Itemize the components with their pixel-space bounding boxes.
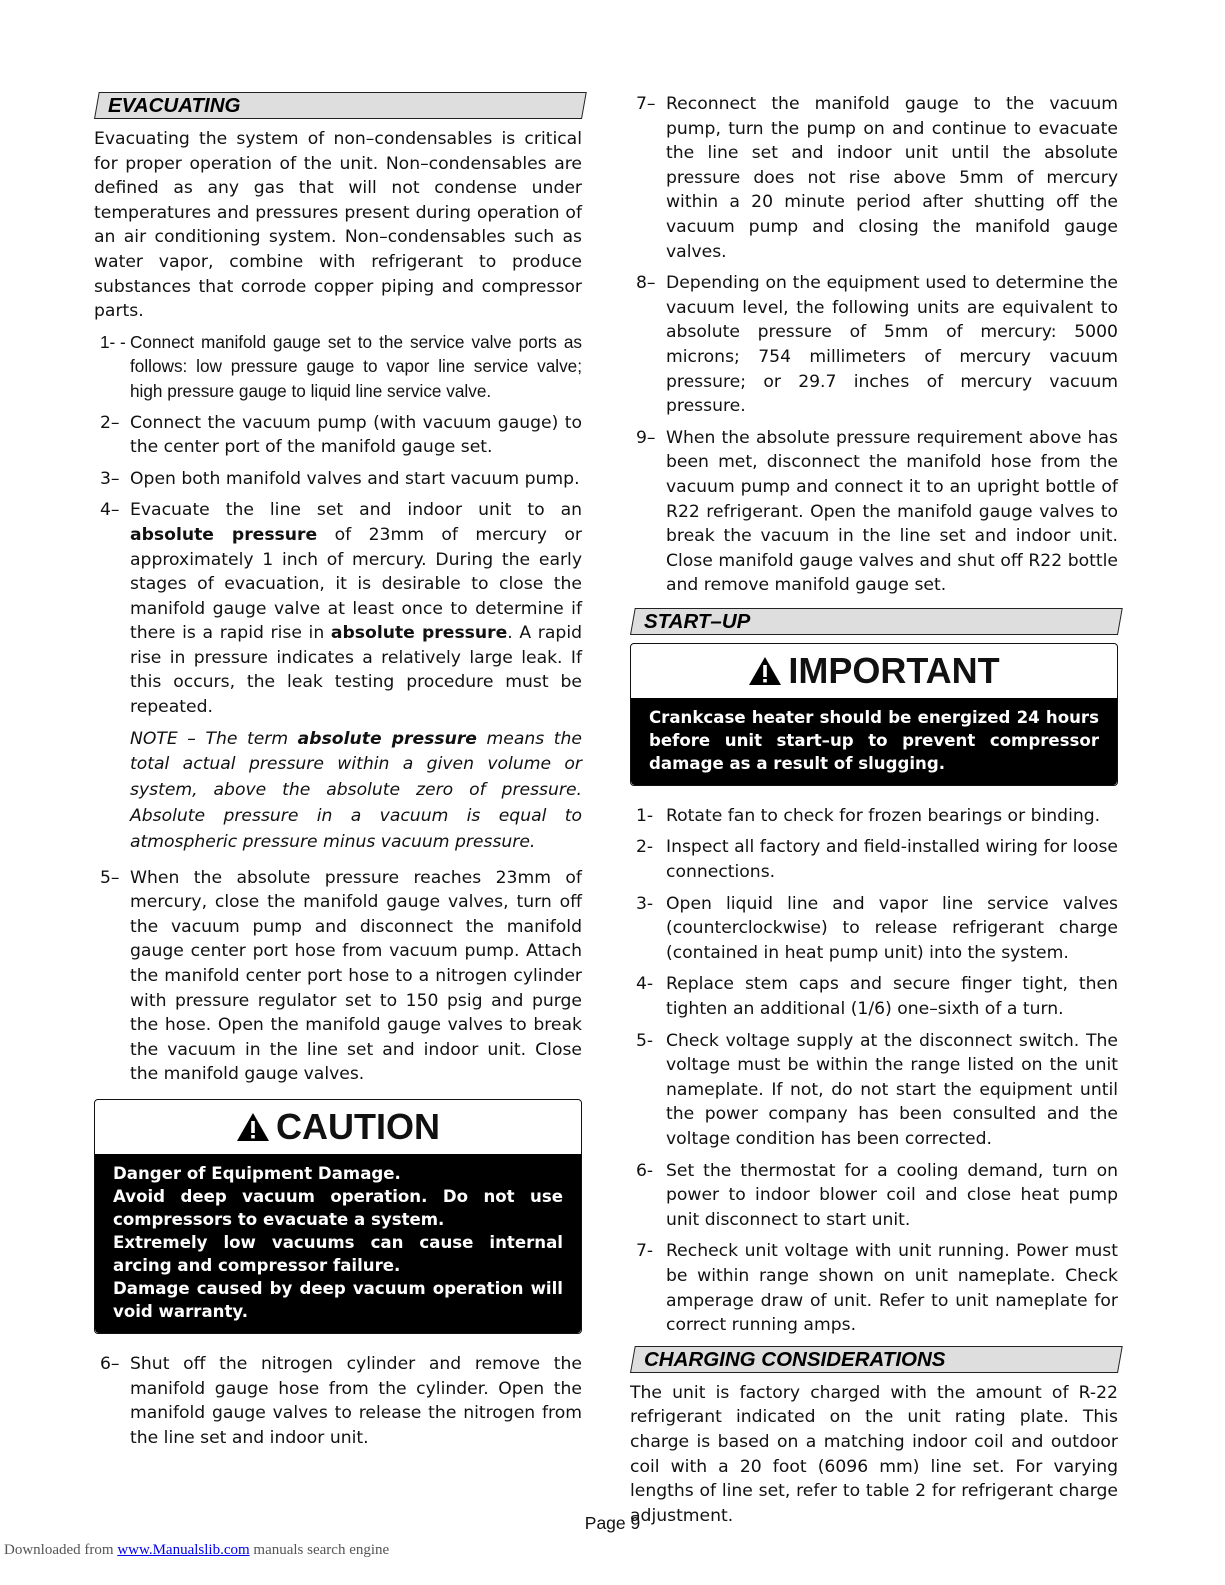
important-word: IMPORTANT (788, 649, 1000, 691)
step-item: 6- Set the thermostat for a cooling demand, turn on power to indoor blower coil and close heat pump unit disconnect to start unit. (636, 1160, 1118, 1230)
section-title: START–UP (644, 609, 751, 633)
caution-box (94, 1099, 582, 1334)
step-item: 3– Open both manifold valves and start vacuum pump. (100, 468, 580, 489)
startup-heading (630, 608, 1118, 635)
left-column (94, 92, 582, 1457)
caution-text: Danger of Equipment Damage. Avoid deep vacuum operation. Do not use compressors to evacuate a system. Extremely low vacuums can cause internal arcing and compressor failure. Damage caused by deep vacuum operation will void warranty. (95, 1154, 581, 1333)
page-number: Page 9 (584, 1513, 641, 1533)
manualslib-link[interactable]: www.Manualslib.com (117, 1542, 250, 1558)
step-item: 6– Shut off the nitrogen cylinder and remove the manifold gauge hose from the cylinder. Open the manifold gauge valves to release the nitrogen from the line set and indoor unit. (100, 1353, 582, 1448)
evacuating-steps (94, 330, 582, 720)
caution-word: CAUTION (276, 1105, 440, 1147)
step-item: 1- - Connect manifold gauge set to the service valve ports as follows: low pressure gauge to vapor line service valve; high pressure gauge to liquid line service valve. (100, 331, 582, 401)
step-item: 9– When the absolute pressure requirement above has been met, disconnect the manifold hose from the vacuum pump and connect it to an upright bottle of R22 refrigerant. Open the manifold gauge valves to break the vacuum in the line set and indoor unit. Close manifold gauge valves and shut off R22 bottle and remove manifold gauge set. (636, 427, 1118, 596)
step-item: 5– When the absolute pressure reaches 23mm of mercury, close the manifold gauge valves, turn off the vacuum pump and disconnect the manifold gauge center port hose from vacuum pump. Attach the manifold center port hose to a nitrogen cylinder with pressure regulator set to 150 psig and purge the hose. Open the manifold gauge valves to break the vacuum in the line set and indoor unit. Close the manifold gauge valves. (100, 867, 582, 1085)
warning-triangle-icon (236, 1112, 270, 1142)
startup-steps (630, 804, 1118, 1338)
warning-triangle-icon (748, 656, 782, 686)
step-item: 4– Evacuate the line set and indoor unit to an absolute pressure of 23mm of mercury or approximately 1 inch of mercury. During the early stages of evacuation, it is desirable to close the manifold gauge valve at least once to determine if there is a rapid rise in absolute pressure. A rapid rise in pressure indicates a relatively large leak. If this occurs, the leak testing procedure must be repeated. (100, 500, 583, 718)
step-item: 7– Reconnect the manifold gauge to the vacuum pump, turn the pump on and continue to evacuate the line set and indoor unit until the absolute pressure does not rise above 5mm of mercury within a 20 minute period after shutting off the vacuum pump and closing the manifold gauge valves. (636, 94, 1118, 262)
section-title: CHARGING CONSIDERATIONS (644, 1347, 946, 1371)
step-item: 8– Depending on the equipment used to determine the vacuum level, the following units are equivalent to absolute pressure of 5mm of mercury: 5000 microns; 754 millimeters of mercury vacuum pressure; or 29.7 inches of mercury vacuum pressure. (636, 273, 1118, 417)
section-title: EVACUATING (108, 94, 241, 117)
evacuating-steps-cont (94, 866, 582, 1087)
evacuating-heading (94, 92, 582, 119)
important-box (630, 643, 1118, 786)
charging-heading (630, 1346, 1118, 1373)
step-item: 1- Rotate fan to check for frozen bearings or binding. (636, 805, 1101, 826)
right-column (630, 92, 1118, 1528)
important-text: Crankcase heater should be energized 24 hours before unit start–up to prevent compressor damage as a result of slugging. (631, 698, 1117, 785)
evacuating-steps-final (94, 1352, 582, 1450)
step-item: 2– Connect the vacuum pump (with vacuum gauge) to the center port of the manifold gauge set. (100, 412, 582, 458)
charging-text: The unit is factory charged with the amount of R-22 refrigerant indicated on the unit rating plate. This charge is based on a matching indoor coil and outdoor coil with a 20 foot (6096 mm) line set. For varying lengths of line set, refer to table 2 for refrigerant charge adjustment. (630, 1382, 1118, 1526)
step-item: 5- Check voltage supply at the disconnect switch. The voltage must be within the range listed on the unit nameplate. If not, do not start the equipment until the power company has been consulted and the voltage condition has been corrected. (636, 1030, 1118, 1149)
note: NOTE – The term absolute pressure means the total actual pressure within a given volume or system, above the absolute zero of pressure. Absolute pressure in a vacuum is equal to atmospheric pressure minus vacuum pressure. (130, 728, 582, 852)
step-item: 7- Recheck unit voltage with unit running. Power must be within range shown on unit nameplate. Check amperage draw of unit. Refer to unit nameplate for correct running amps. (636, 1241, 1118, 1336)
step-item: 3- Open liquid line and vapor line service valves (counterclockwise) to release refrigerant charge (contained in heat pump unit) into the system. (636, 893, 1118, 963)
evacuating-steps-right (630, 92, 1118, 598)
evacuating-intro: Evacuating the system of non–condensables is critical for proper operation of the unit. Non–condensables are defined as any gas that will not condense under temperatures and pressures present during operation of an air conditioning system. Non–condensables such as water vapor, combine with refrigerant to produce substances that corrode copper piping and compressor parts. (94, 129, 582, 322)
download-credit: Downloaded from www.Manualslib.com manuals search engine (4, 1542, 390, 1558)
step-item: 4- Replace stem caps and secure finger tight, then tighten an additional (1/6) one–sixth of a turn. (636, 974, 1118, 1020)
step-item: 2- Inspect all factory and field-installed wiring for loose connections. (636, 837, 1118, 883)
